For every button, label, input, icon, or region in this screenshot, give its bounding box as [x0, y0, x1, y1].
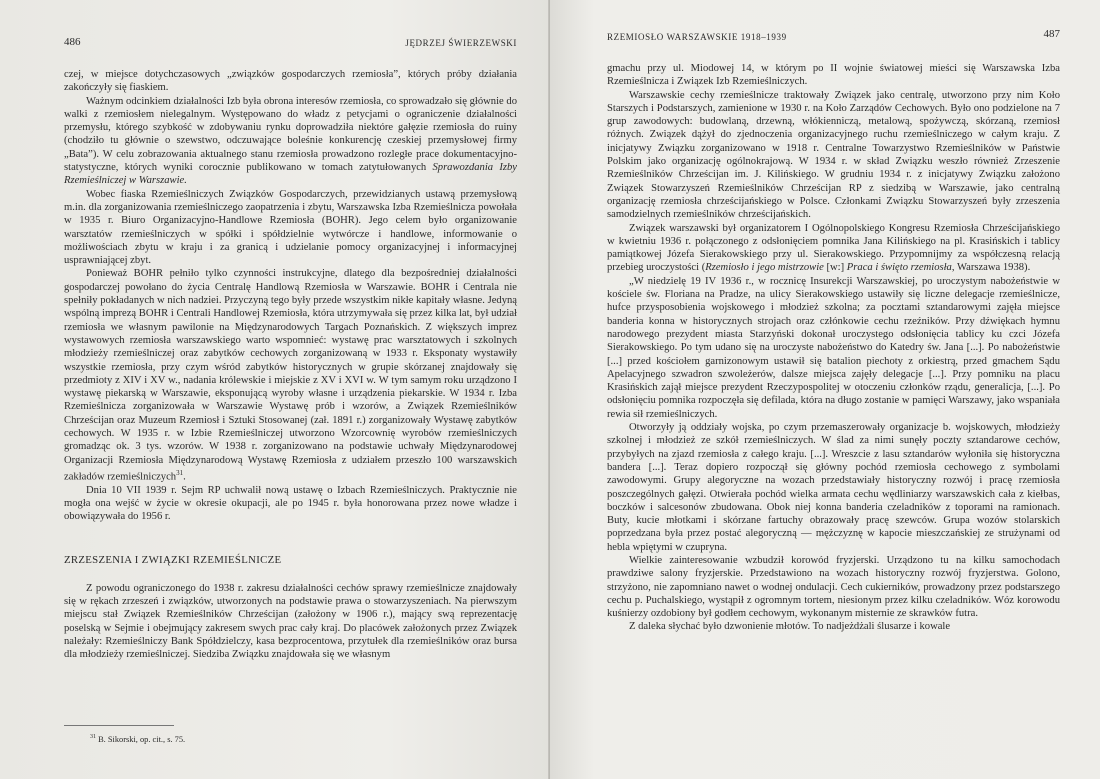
section-heading: ZRZESZENIA I ZWIĄZKI RZEMIEŚLNICZE: [64, 553, 282, 566]
left-running-head: JĘDRZEJ ŚWIERZEWSKI: [405, 38, 517, 48]
left-page-body: [64, 68, 517, 661]
paragraph: Z powodu ograniczonego do 1938 r. zakresu działalności cechów sprawy rzemieślnicze znajdowały się w rękach zrzeszeń i związków, utworzonych na podstawie prawa o stowarzyszeniach. Na pierwszym miejscu stał Związek Rzemieślników Chrześcijan (założony w 1906 r.), mający swą reprezentację poselską w Sejmie i obejmujący zakresem swych prac cały kraj. Do placówek założonych przez Związek należały: Rzemieślniczy Bank Spółdzielczy, kasa bezprocentowa, przytułek dla rzemieślników oraz bursa dla młodzieży rzemieślniczej. Siedziba Związku znajdowała się we własnym: [64, 582, 517, 661]
paragraph-text: Związek warszawski był organizatorem I Ogólnopolskiego Kongresu Rzemiosła Chrześcijańskiego w kwietniu 1936 r. połączonego z odsłonięciem pomnika Jana Kilińskiego na pl. Krasińskich i tablicy pamiątkowej Józefa Sierakowskiego przy ul. Sierakowskiego. Przypomnijmy za współczesną relacją przebieg uroczystości (: [607, 222, 1060, 274]
right-page-body: [607, 62, 1060, 634]
paragraph-text: Ważnym odcinkiem działalności Izb była obrona interesów rzemiosła, co sprowadzało się głównie do walki z rzemiosłem nielegalnym. Występowano do władz z petycjami o ograniczenie działalności przemysłu, którego szybkość w zdobywaniu rynku doprowadziła niektóre gałęzie rzemiosła do ruiny (chodziło tu głównie o szewstwo, odczuwające boleśnie konkurencję czeskiej przemysłowej firmy „Bata”). W celu zobrazowania aktualnego stanu rzemiosła prowadzono rozległe prace dokumentacyjno-statystyczne, których wyniki corocznie publikowano w tomach zatytułowanych: [64, 95, 517, 174]
italic-title: Sprawozdania Izby Rzemieślniczej w Warszawie.: [64, 162, 517, 187]
quote-paragraph: „W niedzielę 19 IV 1936 r., w rocznicę Insurekcji Warszawskiej, po uroczystym nabożeństwie w kościele św. Floriana na Pradze, na ulicy Sierakowskiego ustawiły się liczne delegacje rzemieślnicze, hufce przysposobienia wojskowego i młodzież szkolna; za pocztami sztandarowymi zajęła miejsce banderia konna w historycznych strojach oraz człónkowie cechu rzeźników. Przy dźwiękach hymnu narodowego prezydent miasta Starzyński dokonał uroczystego odsłonięcia tablicy ku czci Józefa Sierakowskiego. Po tym udano się na uroczyste nabożeństwo do Katedry św. Jana [...]. Po nabożeństwie [...] przed kościołem garnizonowym ustawił się batalion piechoty z orkiestrą, przed gmachem Sądu Apelacyjnego szwadron szwoleżerów, dalsze miejsca zajęły delegacje [...]. Przy pomniku na placu Krasińskich zajął miejsce prezydent Rzeczypospolitej w otoczeniu członków rządu, generalicja, [...]. Po odsłonięciu pomnika rozpoczęła się defilada, która na długo zostanie w pamięci Warszawy, jako wspaniała rewia sił rzemieślniczych.: [607, 275, 1060, 420]
italic-title: Rzemiosło i jego mistrzowie: [705, 262, 824, 274]
quote-paragraph: Z daleka słychać było dzwonienie młotów. To nadjeżdżali ślusarze i kowale: [629, 621, 951, 633]
paragraph: Dnia 10 VII 1939 r. Sejm RP uchwalił nową ustawę o Izbach Rzemieślniczych. Praktycznie nie mogła ona wejść w życie w okresie okupacji, ale po 1945 r. była honorowana przez nowe władze i obowiązywała do 1956 r.: [64, 484, 517, 523]
footnote-rule: [64, 725, 174, 726]
paragraph: Warszawskie cechy rzemieślnicze traktowały Związek jako centralę, utworzono przy nim Koło Starszych i Podstarszych, zamienione w 1930 r. na Koło Zarządów Cechowych. Było ono podzielone na 7 grup zawodowych: budowlaną, drzewną, włókienniczą, metalową, spożywczą, skórzaną, rzemiosł różnych. Związek dążył do zjednoczenia organizacyjnego ruchu rzemieślniczego w całym kraju. Z inicjatywy Związku zorganizowano w 1918 r. Centralne Towarzystwo Rzemieślników w Państwie Polskim jako organizację ogólnokrajową. W 1934 r. w skład Związku weszło również Zrzeszenie Rzemieślników Chrześcijan im. J. Kilińskiego. W grudniu 1934 r. z inicjatywy Związku założono Związek Stowarzyszeń Rzemieślników Chrześcijan RP z siedzibą w Warszawie, jako centralną organizację rzemiosła chrześcijańskiego w Polsce. Członkami Związku Stowarzyszeń były zrzeszenia samodzielnych rzemieślników chrześcijańskich.: [607, 89, 1060, 221]
quote-paragraph: Wielkie zainteresowanie wzbudził korowód fryzjerski. Urządzono tu na kilku samochodach prawdziwe salony fryzjerskie. Przedstawiono na wozach historyczny rozwój fryzjerstwa. Golono, strzyżono, nie zapomniano nawet o wodnej ondulacji. Cech cukierników, prowadzony przez podstarszego cechu p. Puchalskiego, wystąpił z ogromnym tortem, niesionym przez kilku czeladników. Wóz korowodu kuśnierzy ozdobiony był godłem cechowym, wykonanym misternie ze skrawków futra.: [607, 554, 1060, 620]
italic-title: Praca i święto rzemiosła: [846, 262, 952, 274]
paragraph: Ponieważ BOHR pełniło tylko czynności instrukcyjne, dlatego dla bezpośredniej działalności gospodarczej powołano do życia Centralę Handlową Rzemiosła w Warszawie. BOHR i Centrala nie spełniły pokładanych w nich nadziei. Przyczyną tego były przede wszystkim nikłe kapitały własne. Jedyną wspólną imprezą BOHR i Centrali Handlowej Rzemiosła, która utrzymywała się przez kilka lat, był udział rzemiosła we własnym pawilonie na Międzynarodowych Targach Poznańskich. Z większych imprez wystawowych rzemiosła warszawskiego warto wspomnieć: wystawę prac warsztatowych i szkolnych młodzieży rzemieślniczej oraz zabytków cechowych zorganizowaną w 1933 r. Eksponaty wystawiły wszystkie rzemiosła, przy czym wśród zabytków historycznych w grupie skórzanej znajdowały się przedmioty z XIV i XV w., nadania królewskie i miejskie z XV i XVI w. W tym samym roku urządzono I wystawę piekarską w Warszawie, eksponującą wyroby własne i urządzenia piekarskie. W 1934 r. Izba Rzemieślnicza zorganizowała w Warszawie Wystawę prób i wzorów, a Związek Rzemieślników Chrześcijan oraz Muzeum Rzemiosł i Sztuki Stosowanej (zał. 1891 r.) zorganizowały Wystawę zabytków cechowych. W 1935 r. w Izbie Rzemieślniczej utworzono Wzorcownię wyrobów rzemieślniczych gromadząc ok. 3 tys. wzorów. W 1938 r. zorganizowano na podstawie uchwały Międzynarodowej Organizacji Rzemiosła Międzynarodową Wystawę Rzemiosła z udziałem przeszło 100 warszawskich zakładów rzemieślniczych$^{31}$.: [64, 268, 517, 483]
footnote-number: 31: [90, 734, 96, 740]
quote-paragraph: Otworzyły ją oddziały wojska, po czym przemaszerowały organizacje b. wojskowych, młodzieży szkolnej i młodzież ze szkół rzemieślniczych. W ślad za nimi sunęły poczty sztandarowe cechów, przybyłych na zjazd rzemiosła z całego kraju. [...]. Wreszcie z lasu sztandarów wyłoniła się historyczna bandera [...]. Teraz dopiero rozpoczął się główny pochód rzemiosła cechowego z symbolami zawodowymi. Grupy alegoryczne na wozach przedstawiały historyczny rozwój i pracę rzemiosła poszczególnych gałęzi. Otwierała pochód wielka armata cechu wędliniarzy warszawskich cała z kiełbas, boczków i salcesonów zbudowana. Obok niej konna banderia czeladników z toporami na ramionach. Buty, kucie młotkami i skórzane fartuchy obrazowały pracę szewców. Grupa wozów stolarskich poprzedzana była przez postać alegoryczną — mężczyznę w kapocie mieszczańskiej ze strużynami od hebla wpiętymi w czupryna.: [607, 422, 1060, 553]
right-running-head: RZEMIOSŁO WARSZAWSKIE 1918–1939: [607, 32, 787, 42]
paragraph-text: , Warszawa 1938).: [951, 262, 1031, 274]
paragraph: [64, 95, 517, 188]
paragraph-text: [w:]: [823, 262, 847, 274]
right-page-number: 487: [1043, 28, 1060, 40]
footnote: [64, 734, 517, 744]
paragraph: gmachu przy ul. Miodowej 14, w którym po II wojnie światowej mieści się Warszawska Izba Rzemieślnicza i Związek Izb Rzemieślniczych.: [607, 63, 1060, 88]
footnote-area: [64, 725, 517, 744]
right-page-header: [607, 30, 1060, 46]
left-page-header: [64, 36, 517, 52]
paragraph: Wobec fiaska Rzemieślniczych Związków Gospodarczych, przewidzianych ustawą przemysłową m.in. dla zorganizowania rzemieślniczego zaopatrzenia i zbytu, Warszawska Izba Rzemieślnicza powołała w 1935 r. Biuro Organizacyjno-Handlowe Rzemiosła (BOHR). Jego celem było organizowanie warsztatów rzemieślniczych w spółki i spółdzielnie wytwórcze i handlowe, informowanie o możliwościach zbytu w kraju i za granicą i udzielanie pomocy organizacyjnej i informacyjnej usprawniającej zbyt.: [64, 188, 517, 267]
left-page-number: 486: [64, 36, 81, 48]
footnote-reference[interactable]: 31: [176, 468, 184, 477]
footnote-text: B. Sikorski, op. cit., s. 75.: [98, 734, 186, 744]
right-page: [550, 0, 1100, 779]
paragraph-text: Ponieważ BOHR pełniło tylko czynności instrukcyjne, dlatego dla bezpośredniej działalności gospodarczej powołano do życia Centralę Handlową Rzemiosła w Warszawie. BOHR i Centrala nie spełniły pokładanych w nich nadziei. Przyczyną tego były przede wszystkim nikłe kapitały własne. Jedyną wspólną imprezą BOHR i Centrali Handlowej Rzemiosła, która utrzymywała się przez kilka lat, był udział rzemiosła we własnym pawilonie na Międzynarodowych Targach Poznańskich. Z większych imprez wystawowych rzemiosła warszawskiego warto wspomnieć: wystawę prac warsztatowych i szkolnych młodzieży rzemieślniczej oraz zabytków cechowych zorganizowaną w 1933 r. Eksponaty wystawiły wszystkie rzemiosła, przy czym wśród zabytków historycznych w grupie skórzanej znajdowały się przedmioty z XIV i XV w., nadania królewskie i miejskie z XV i XVI w. W tym samym roku urządzono I wystawę piekarską w Warszawie, eksponującą wyroby własne i urządzenia piekarskie. W 1934 r. Izba Rzemieślnicza zorganizowała w Warszawie Wystawę prób i wzorów, a Związek Rzemieślników Chrześcijan oraz Muzeum Rzemiosł i Sztuki Stosowanej (zał. 1891 r.) zorganizowały Wystawę zabytków cechowych. W 1935 r. w Izbie Rzemieślniczej utworzono Wzorcownię wyrobów rzemieślniczych gromadząc ok. 3 tys. wzorów. W 1938 r. zorganizowano na podstawie uchwały Międzynarodowej Organizacji Rzemiosła Międzynarodową Wystawę Rzemiosła z udziałem przeszło 100 warszawskich zakładów rzemieślniczych: [64, 268, 517, 483]
paragraph: [607, 222, 1060, 275]
paragraph: czej, w miejsce dotychczasowych „związków gospodarczych rzemiosła”, których próby działania zakończyły się fiaskiem.: [64, 69, 517, 94]
